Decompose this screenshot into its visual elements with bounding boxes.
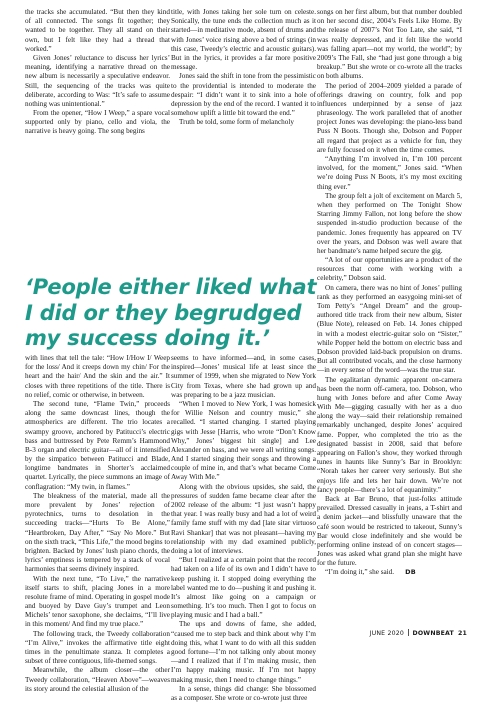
divider: [408, 629, 409, 636]
paragraph: From the opener, “How I Weep,” a spare vocal supported only by piano, cello and viola, the narrative is heavy going. The song begins: [25, 109, 170, 136]
paragraph: The egalitarian dynamic apparent on-camera has been the norm off-camera, too. Dobson, who hung with Jones before and after Come Away With Me—gigging casually with her as a duo along the way—said their relationship remained remarkably unchanged, despite Jones’ acquired fame. Popper, who completed the trio as the designated bassist in 2008, said that before appearing on Fallon’s show, they worked through tunes in haunts like Sunny’s Bar in Brooklyn: “Norah takes her career very seriously. But she enjoys life and lets her hair down. We’re not fancy people—there’s a lot of equanimity.”: [317, 375, 462, 494]
pull-quote-line: ‘People either liked what: [25, 275, 317, 299]
paragraph: the tracks she accumulated. “But then they kind of all connected. The songs fit together; they wanted to be together. They all stand on their own, but I felt like they had a thread that worked.”: [25, 8, 170, 53]
paragraph: The group felt a jolt of excitement on March 5, when they performed on The Tonight Show Starring Jimmy Fallon, not long before the show suspended in-studio production because of the pandemic. Jones frequently has appeared on TV over the years, and Dobson was well aware that her bandmate’s name helped secure the gig.: [317, 191, 462, 255]
paragraph-text: “I’m doing it,” she said.: [325, 568, 395, 577]
pull-quote-line: I did or they begrudged: [25, 300, 302, 325]
paragraph: seems to have informed—and, in some cases, inspired—Jones’ musical life at least since the summer of 1999, when she migrated to New York City from Texas, where she had grown up and was preparing to be a jazz musician.: [171, 354, 316, 399]
publication-name: DOWNBEAT: [412, 630, 454, 637]
paragraph: Along with the obvious upsides, she said, the pressures of sudden fame became clear after the 2002 release of the album: “I just wasn’t happy that year. I was really busy and had a lot of weird family fame stuff with my dad [late sitar virtuoso Ravi Shankar] that was not pleasant—having my relationship with my dad examined publicly, doing a lot of interviews.: [171, 482, 316, 555]
page-number: 21: [457, 630, 467, 637]
paragraph: Truth be told, some form of melancholy: [179, 118, 294, 127]
column-1-bottom: [25, 354, 170, 693]
paragraph: The second tune, “Flame Twin,” proceeds along the same downcast lines, though the atmospherics are different. The trio locates a swampy groove, anchored by Patitucci’s electric bass and buttressed by Pete Remm’s Hammond B-3 organ and electric guitar—all of it intensified by the simpatico between Patitucci and Blade, longtime bandmates in Shorter’s acclaimed quartet. Lyrically, the piece summons an image of conflagration: “My twin, in flames.”: [25, 399, 170, 491]
end-mark: DB: [405, 568, 417, 577]
paragraph: “When I moved to New York, I was homesick for Willie Nelson and country music,” she recalled. “I started changing. I started playing gigs with Jesse [Harris, who wrote “Don’t Know Why,” Jones’ biggest hit single] and Lee Alexander on bass, and we were all writing songs. And I started singing their songs and throwing a couple of mine in, and that’s what became Come Away With Me.”: [171, 399, 316, 482]
paragraph: title, with Jones taking her sole turn on celeste. Sonically, the tune ends the collection much as it started—in meditative mode, absent of drums and with Jones’ voice rising above a bed of strings (in this case, Tweedy’s electric and acoustic guitars). But in the lyrics, it provides a far more positive message.: [171, 8, 316, 72]
paragraph: “But I realized at a certain point that the record had taken on a life of its own and I didn’t have to keep pushing it. I stopped doing everything the label wanted me to do—pushing it and pushing it. It’s almost like going on a campaign or something. It’s too much. Then I got to focus on playing music and I had a ball.”: [171, 556, 316, 620]
paragraph: The bleakness of the material, made all the more prevalent by Jones’ rejection of pyrotechnics, turns to desolation in the succeeding tracks—“Hurts To Be Alone,” “Heartbroken, Day After,” “Say No More.” But on the sixth track, “This Life,” the mood begins to brighten. Backed by Jones’ lush piano chords, the lyrics’ emptiness is tempered by a stack of vocal harmonies that seems divinely inspired.: [25, 491, 170, 574]
column-1-top: [25, 8, 170, 270]
paragraph: On camera, there was no hint of Jones’ pulling rank as they performed an easygoing mini-set of Tom Petty’s “Angel Dream” and the group-authored title track from their new album, Sister (Blue Note), released on Feb. 14. Jones chipped in with a modest electric-guitar solo on “Sister,” while Popper held the bottom on electric bass and Dobson provided laid-back propulsion on drums. But all contributed vocals, and the close harmony—in every sense of the word—was the true star.: [317, 283, 462, 375]
column-2-top: [171, 8, 316, 270]
page-footer: [370, 629, 467, 637]
paragraph: Given Jones’ reluctance to discuss her lyrics’ meaning, identifying a narrative thread on the new album is necessarily a speculative endeavor. Still, the sequencing of the tracks was quite deliberate, according to Was: “It’s safe to assume nothing was unintentional.”: [25, 53, 170, 108]
paragraph: with lines that tell the tale: “How I/How I/ Weep for the loss/ And it creeps down my chin/ For the heart and the hair/ And the skin and the air.” It closes with three repetitions of the title. There is no relief, comic or otherwise, in between.: [25, 354, 170, 399]
paragraph: “A lot of our opportunities are a product of the resources that come with working with a celebrity,” Dobson said.: [317, 256, 462, 283]
paragraph: The period of 2004–2009 yielded a parade of offerings drawing on country, folk and pop influences underpinned by a sense of jazz phraseology. The work paralleled that of another project Jones was developing: the piano-less band Puss N Boots. Though she, Dobson and Popper all regard that project as a vehicle for fun, they are fully focused on it when the time comes.: [317, 81, 462, 154]
column-2-bottom: [171, 354, 316, 702]
paragraph: songs on her first album, but that number doubled on her second disc, 2004’s Feels Like Home. By the release of 2007’s Not Too Late, she said, “I was really depressed, and it felt like the world was falling apart—not my world, the world”; by 2009’s The Fall, she “had just gone through a big breakup.” But she wrote or co-wrote all the tracks on both albums.: [317, 8, 462, 81]
pull-quote: [25, 275, 317, 353]
final-paragraph: [317, 568, 462, 577]
paragraph: The ups and downs of fame, she added, “caused me to step back and think about why I’m doing this, what I want to do with all this sudden good fortune—I’m not talking only about money—and I realized that if I’m making music, then I’m happy making music. If I’m not happy making music, then I need to change things.”: [171, 620, 316, 684]
paragraph: The following track, the Tweedy collaboration “I’m Alive,” invokes the affirmative title eight times in the penultimate stanza. It completes a subset of three contiguous, life-themed songs.: [25, 629, 170, 666]
paragraph: Jones said the shift in tone from the pessimistic to the providential is intended to moderate the despair: “I didn’t want it to sink into a hole of depression by the end of the record. I wanted it to somehow uplift a little bit toward the end.”: [171, 72, 316, 118]
paragraph: Meanwhile, the album closer—the other Tweedy collaboration, “Heaven Above”—weaves its story around the celestial allusion of the: [25, 666, 170, 693]
column-3: [317, 8, 462, 618]
paragraph: “Anything I’m involved in, I’m 100 percent involved, for the moment,” Jones said. “When we’re doing Puss N Boots, it’s my most exciting thing ever.”: [317, 155, 462, 191]
pull-quote-line: my success doing it.’: [25, 326, 270, 350]
paragraph: Back at Bar Bruno, that just-folks attitude prevailed. Dressed casually in jeans, a T-shirt and a denim jacket—and blissfully unaware that the café soon would be restricted to takeout, Sunny’s Bar would close indefinitely and she would be performing online instead of on concert stages—Jones was asked what grand plan she might have for the future.: [317, 494, 462, 568]
paragraph: With the next tune, “To Live,” the narrative itself starts to shift, placing Jones in a more resolute frame of mind. Operating in gospel mode and buoyed by Dave Guy’s trumpet and Leon Michels’ tenor saxophone, she declaims, “I’ll live in this moment/ And find my true place.”: [25, 574, 170, 629]
issue-date: JUNE 2020: [369, 630, 404, 637]
paragraph: In a sense, things did change: She blossomed as a composer. She wrote or co-wrote just three: [171, 684, 316, 702]
